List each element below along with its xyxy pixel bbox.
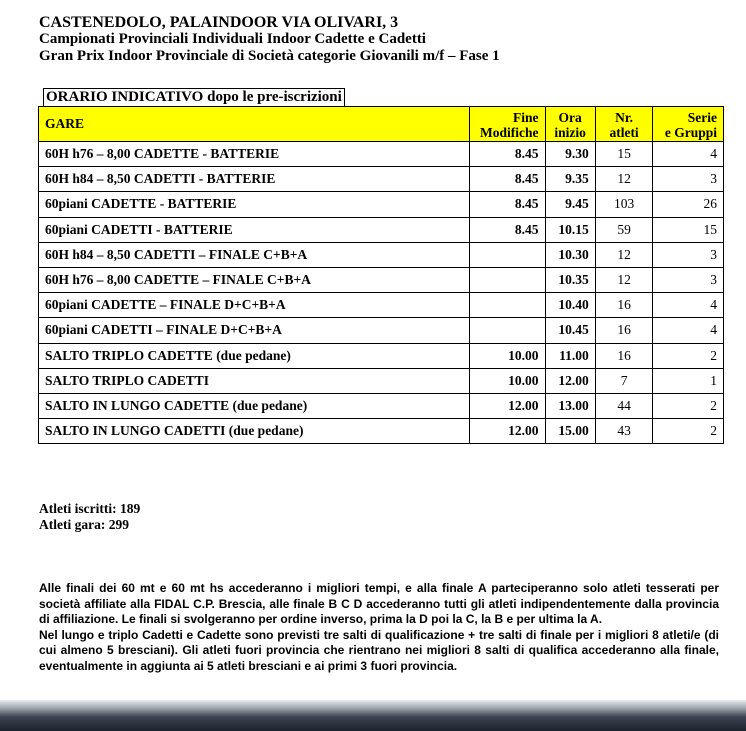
header-fine-line1: Fine	[513, 110, 539, 125]
cell-serie-gruppi: 3	[653, 267, 724, 292]
cell-ora-inizio: 10.15	[545, 217, 595, 242]
window-bottom-bar	[0, 700, 746, 731]
cell-gara: SALTO IN LUNGO CADETTE (due pedane)	[39, 393, 470, 418]
cell-fine-modifiche: 12.00	[469, 393, 545, 418]
cell-nr-atleti: 7	[595, 368, 653, 393]
jumps-note: Nel lungo e triplo Cadetti e Cadette sono previsti tre salti di qualificazione + tre salti di finale per i migliori 8 atleti/e (di cui almeno 5 bresciani). Gli atleti fuori provincia che rientrano nei migliori 8 salti di qualifica accederanno alla finale, eventualmente in aggiunta ai 5 atleti bresciani e ai primi 3 fuori provincia.	[39, 627, 719, 673]
cell-ora-inizio: 10.30	[545, 242, 595, 267]
cell-gara: SALTO TRIPLO CADETTI	[39, 368, 470, 393]
cell-serie-gruppi: 3	[653, 242, 724, 267]
cell-nr-atleti: 12	[595, 167, 653, 192]
cell-fine-modifiche	[469, 267, 545, 292]
header-serie-line2: e Gruppi	[664, 125, 717, 140]
cell-fine-modifiche: 8.45	[469, 217, 545, 242]
cell-serie-gruppi: 1	[653, 368, 724, 393]
cell-ora-inizio: 9.45	[545, 192, 595, 217]
cell-ora-inizio: 9.30	[545, 142, 595, 167]
championship-title: Campionati Provinciali Individuali Indoor Cadette e Cadetti	[39, 31, 426, 47]
cell-nr-atleti: 15	[595, 142, 653, 167]
cell-gara: 60piani CADETTI - BATTERIE	[39, 217, 470, 242]
header-ora-line2: inizio	[554, 125, 586, 140]
cell-gara: 60H h76 – 8,00 CADETTE - BATTERIE	[39, 142, 470, 167]
cell-ora-inizio: 10.35	[545, 267, 595, 292]
cell-fine-modifiche	[469, 318, 545, 343]
cell-ora-inizio: 10.40	[545, 293, 595, 318]
cell-nr-atleti: 16	[595, 293, 653, 318]
cell-ora-inizio: 11.00	[545, 343, 595, 368]
table-row	[39, 242, 724, 267]
cell-serie-gruppi: 2	[653, 393, 724, 418]
header-fine-modifiche	[469, 107, 545, 142]
cell-gara: 60piani CADETTE - BATTERIE	[39, 192, 470, 217]
grand-prix-title: Gran Prix Indoor Provinciale di Società categorie Giovanili m/f – Fase 1	[39, 48, 500, 64]
rules-notes	[39, 581, 719, 675]
header-nr-line1: Nr.	[615, 110, 634, 125]
cell-fine-modifiche: 8.45	[469, 192, 545, 217]
finals-note: Alle finali dei 60 mt e 60 mt hs accederanno i migliori tempi, e alla finale A parteciperanno solo atleti tesserati per società affiliate alla FIDAL C.P. Brescia, alle finale B C D accederanno tutti gli atleti indipendentemente dalla provincia di affiliazione. Le finali si svolgeranno per ordine inverso, prima la D poi la C, la B e per ultima la A.	[39, 581, 719, 627]
cell-nr-atleti: 12	[595, 242, 653, 267]
cell-gara: SALTO IN LUNGO CADETTI (due pedane)	[39, 419, 470, 444]
header-ora-line1: Ora	[558, 110, 582, 125]
cell-fine-modifiche: 8.45	[469, 142, 545, 167]
athlete-stats	[39, 501, 140, 533]
schedule-label: ORARIO INDICATIVO dopo le pre-iscrizioni	[43, 88, 345, 106]
cell-fine-modifiche: 10.00	[469, 343, 545, 368]
table-row	[39, 192, 724, 217]
cell-serie-gruppi: 4	[653, 318, 724, 343]
cell-gara: 60H h76 – 8,00 CADETTE – FINALE C+B+A	[39, 267, 470, 292]
cell-gara: SALTO TRIPLO CADETTE (due pedane)	[39, 343, 470, 368]
table-row	[39, 293, 724, 318]
venue-title: CASTENEDOLO, PALAINDOOR VIA OLIVARI, 3	[39, 14, 399, 31]
cell-ora-inizio: 10.45	[545, 318, 595, 343]
cell-fine-modifiche: 10.00	[469, 368, 545, 393]
schedule-table	[38, 106, 724, 444]
table-row	[39, 267, 724, 292]
cell-ora-inizio: 9.35	[545, 167, 595, 192]
cell-serie-gruppi: 4	[653, 142, 724, 167]
cell-gara: 60piani CADETTI – FINALE D+C+B+A	[39, 318, 470, 343]
table-row	[39, 368, 724, 393]
table-row	[39, 142, 724, 167]
cell-fine-modifiche: 8.45	[469, 167, 545, 192]
header-fine-line2: Modifiche	[480, 125, 539, 140]
header-gare: GARE	[39, 107, 470, 142]
table-row	[39, 318, 724, 343]
cell-fine-modifiche	[469, 293, 545, 318]
cell-nr-atleti: 44	[595, 393, 653, 418]
header-nr-atleti	[595, 107, 653, 142]
header-ora-inizio	[545, 107, 595, 142]
cell-serie-gruppi: 2	[653, 419, 724, 444]
document-header	[39, 14, 500, 65]
atleti-iscritti: Atleti iscritti: 189	[39, 501, 141, 516]
header-nr-line2: atleti	[609, 125, 639, 140]
cell-serie-gruppi: 26	[653, 192, 724, 217]
header-serie-line1: Serie	[687, 110, 717, 125]
cell-serie-gruppi: 3	[653, 167, 724, 192]
header-serie-gruppi	[653, 107, 724, 142]
table-row	[39, 217, 724, 242]
cell-ora-inizio: 12.00	[545, 368, 595, 393]
cell-fine-modifiche: 12.00	[469, 419, 545, 444]
table-header-row	[39, 107, 724, 142]
cell-gara: 60H h84 – 8,50 CADETTI – FINALE C+B+A	[39, 242, 470, 267]
cell-serie-gruppi: 15	[653, 217, 724, 242]
table-row	[39, 343, 724, 368]
table-row	[39, 393, 724, 418]
cell-serie-gruppi: 4	[653, 293, 724, 318]
table-row	[39, 167, 724, 192]
cell-nr-atleti: 59	[595, 217, 653, 242]
cell-nr-atleti: 16	[595, 318, 653, 343]
cell-fine-modifiche	[469, 242, 545, 267]
table-row	[39, 419, 724, 444]
cell-nr-atleti: 43	[595, 419, 653, 444]
cell-nr-atleti: 103	[595, 192, 653, 217]
cell-ora-inizio: 15.00	[545, 419, 595, 444]
cell-serie-gruppi: 2	[653, 343, 724, 368]
cell-nr-atleti: 16	[595, 343, 653, 368]
cell-gara: 60H h84 – 8,50 CADETTI - BATTERIE	[39, 167, 470, 192]
cell-ora-inizio: 13.00	[545, 393, 595, 418]
atleti-gara: Atleti gara: 299	[39, 517, 129, 532]
cell-gara: 60piani CADETTE – FINALE D+C+B+A	[39, 293, 470, 318]
cell-nr-atleti: 12	[595, 267, 653, 292]
